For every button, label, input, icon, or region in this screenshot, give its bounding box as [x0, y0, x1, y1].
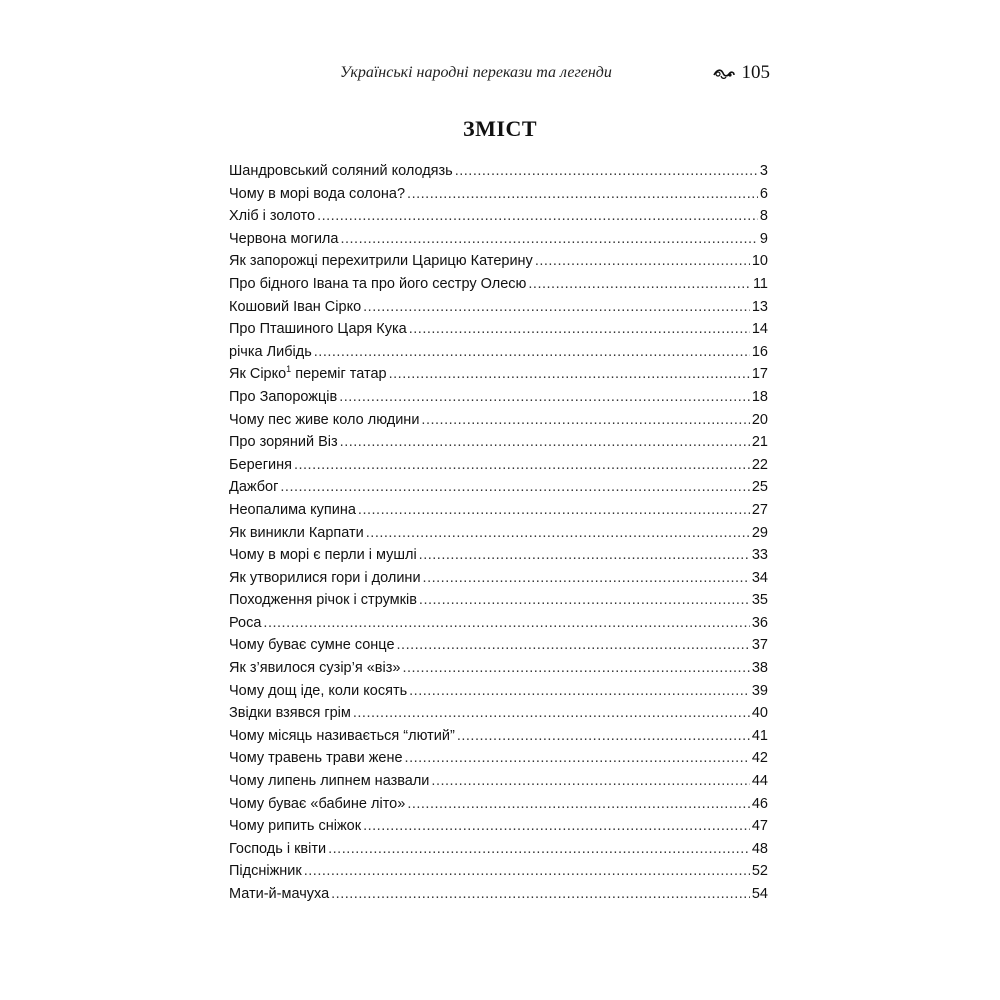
toc-entry-title-text: Чому дощ іде, коли косять [229, 682, 408, 699]
toc-entry[interactable] [229, 702, 768, 725]
dot-leader [358, 499, 750, 522]
toc-entry-title-text: Неопалима купина [229, 501, 356, 518]
dot-leader [304, 860, 750, 883]
toc-entry[interactable] [229, 205, 768, 228]
toc-entry[interactable] [229, 409, 768, 432]
toc-entry-page-number: 46 [751, 795, 768, 812]
toc-entry-page-number: 17 [751, 366, 768, 383]
toc-entry[interactable] [229, 499, 768, 522]
toc-entry-page-number: 3 [759, 163, 768, 179]
toc-entry-page-number: 44 [751, 773, 768, 790]
toc-entry-page-number: 8 [759, 208, 768, 225]
toc-entry-page-number: 52 [751, 863, 768, 880]
toc-entry-title-text: Чому місяць називається “лютий” [229, 727, 455, 744]
toc-entry-title [229, 409, 419, 432]
toc-entry-title-text: Як з’явилося сузір’я «віз» [229, 660, 401, 677]
toc-entry-title-text: Берегиня [229, 456, 292, 473]
toc-entry-title-text: Підсніжник [229, 863, 302, 880]
dot-leader [421, 409, 749, 432]
toc-entry-page-number: 27 [751, 501, 768, 518]
toc-entry-title-text: Звідки взявся грім [229, 705, 351, 722]
toc-entry-page-number: 13 [751, 298, 768, 315]
dot-leader [317, 205, 758, 228]
toc-entry-page-number: 21 [751, 434, 768, 451]
running-header [340, 60, 770, 86]
toc-entry[interactable] [229, 747, 768, 770]
toc-entry-title [229, 296, 361, 319]
toc-entry[interactable] [229, 634, 768, 657]
toc-entry[interactable] [229, 612, 768, 635]
toc-entry-page-number: 10 [751, 253, 768, 270]
toc-entry-page-number: 40 [751, 705, 768, 722]
toc-entry-title [229, 702, 351, 725]
dot-leader [397, 634, 750, 657]
toc-entry-title [229, 228, 338, 251]
toc-entry-page-number: 11 [752, 275, 768, 292]
toc-entry-title-text: Чому в морі є перли і мушлі [229, 547, 417, 564]
dot-leader [409, 680, 750, 703]
toc-entry-title-text-after: переміг татар [291, 366, 387, 383]
toc-entry-title-text: Про Запорожців [229, 388, 338, 405]
toc-entry-page-number: 36 [751, 614, 768, 631]
dot-leader [363, 296, 750, 319]
dot-leader [457, 725, 750, 748]
toc-entry-title [229, 499, 356, 522]
dot-leader [423, 567, 750, 590]
toc-entry-title [229, 838, 326, 861]
toc-entry-title-text: Про бідного Івана та про його сестру Олесю [229, 275, 527, 292]
dot-leader [328, 838, 750, 861]
toc-entry-title [229, 318, 407, 341]
toc-entry[interactable] [229, 770, 768, 793]
toc-entry-title [229, 747, 403, 770]
toc-entry-title [229, 386, 337, 409]
dot-leader [280, 476, 749, 499]
toc-entry-title-text: Чому в морі вода солона? [229, 185, 406, 202]
dot-leader [263, 612, 749, 635]
dot-leader [409, 318, 750, 341]
toc-entry-title [229, 860, 302, 883]
toc-entry-title-text: Чому липень липнем назвали [229, 773, 430, 790]
toc-entry[interactable] [229, 228, 768, 251]
toc-entry[interactable] [229, 160, 768, 183]
dot-leader [339, 386, 750, 409]
toc-entry-title [229, 183, 405, 206]
toc-entry[interactable] [229, 522, 768, 545]
toc-entry[interactable] [229, 318, 768, 341]
dot-leader [294, 454, 750, 477]
dot-leader [407, 183, 758, 206]
toc-entry-title-text: Як Сірко [229, 366, 287, 383]
toc-entry-title-text: Роса [229, 614, 262, 631]
dot-leader [419, 589, 750, 612]
toc-entry-title [229, 273, 526, 296]
toc-entry-title [229, 341, 312, 364]
toc-entry-title-text: Про Пташиного Царя Кука [229, 321, 407, 338]
toc-entry-title [229, 431, 338, 454]
toc-entry[interactable] [229, 838, 768, 861]
toc-entry-title-text: Хліб і золото [229, 208, 316, 225]
dot-leader [331, 883, 750, 906]
toc-entry-page-number: 41 [751, 727, 768, 744]
toc-entry-title-text: Як виникли Карпати [229, 524, 364, 541]
toc-entry[interactable] [229, 273, 768, 296]
toc-entry-page-number: 38 [751, 660, 768, 677]
dot-leader [431, 770, 749, 793]
dot-leader [363, 815, 750, 838]
toc-entry-title [229, 883, 329, 906]
toc-entry-title-text: Про зоряний Віз [229, 434, 338, 451]
toc-entry-page-number: 48 [751, 840, 768, 857]
dot-leader [366, 522, 750, 545]
toc-entry-page-number: 18 [751, 388, 768, 405]
dot-leader [535, 250, 750, 273]
toc-entry-title [229, 634, 395, 657]
toc-entry-page-number: 34 [751, 569, 768, 586]
toc-entry[interactable] [229, 567, 768, 590]
toc-entry-title-text: Мати-й-мачуха [229, 886, 330, 902]
toc-entry-page-number: 16 [751, 343, 768, 360]
toc-entry-title-text: Кошовий Іван Сірко [229, 298, 362, 315]
toc-entry-title [229, 544, 417, 567]
toc-entry-page-number: 37 [751, 637, 768, 654]
page-number-group [712, 62, 771, 84]
dot-leader [407, 793, 750, 816]
dot-leader [419, 544, 750, 567]
toc-entry-title-text: Шандровський соляний колодязь [229, 163, 453, 179]
toc-entry[interactable] [229, 183, 768, 206]
toc-entry-title [229, 160, 453, 183]
toc-entry-title-text: Червона могила [229, 230, 339, 247]
toc-entry[interactable] [229, 454, 768, 477]
toc-entry-title-text: Чому травень трави жене [229, 750, 403, 767]
dot-leader [528, 273, 751, 296]
toc-entry-title [229, 205, 315, 228]
toc-entry[interactable] [229, 883, 768, 906]
dot-leader [389, 363, 750, 386]
table-of-contents [229, 160, 768, 906]
toc-entry[interactable] [229, 793, 768, 816]
toc-entry-title-text: Господь і квіти [229, 840, 327, 857]
toc-entry-page-number: 29 [751, 524, 768, 541]
toc-entry-title [229, 770, 429, 793]
toc-entry[interactable] [229, 544, 768, 567]
toc-entry[interactable] [229, 341, 768, 364]
footnote-marker[interactable]: 1 [286, 364, 292, 375]
dot-leader [340, 431, 750, 454]
toc-entry-page-number: 35 [751, 592, 768, 609]
toc-entry-page-number: 39 [751, 682, 768, 699]
toc-entry-title [229, 250, 533, 273]
toc-entry-page-number: 25 [751, 479, 768, 496]
toc-entry-title-text: Чому пес живе коло людини [229, 411, 420, 428]
toc-entry-page-number: 20 [751, 411, 768, 428]
dot-leader [340, 228, 757, 251]
toc-heading: ЗМІСТ [463, 116, 537, 141]
toc-entry[interactable] [229, 657, 768, 680]
dot-leader [455, 160, 758, 183]
toc-entry-title [229, 589, 417, 612]
toc-entry[interactable] [229, 431, 768, 454]
toc-entry[interactable] [229, 250, 768, 273]
toc-entry-title-text: Дажбог [229, 479, 279, 496]
toc-entry[interactable] [229, 725, 768, 748]
toc-entry-title-text: Чому рипить сніжок [229, 818, 362, 835]
toc-entry-page-number: 42 [751, 750, 768, 767]
toc-entry[interactable] [229, 363, 768, 386]
toc-entry-page-number: 47 [751, 818, 768, 835]
dot-leader [402, 657, 749, 680]
toc-entry-title-text: Чому буває сумне сонце [229, 637, 395, 654]
dot-leader [353, 702, 750, 725]
toc-entry[interactable] [229, 476, 768, 499]
toc-entry-title-text: Як утворилися гори і долини [229, 569, 421, 586]
dot-leader [314, 341, 750, 364]
toc-entry-title [229, 725, 455, 748]
toc-entry-page-number: 22 [751, 456, 768, 473]
toc-entry-title [229, 657, 400, 680]
floral-ornament-icon [712, 66, 736, 80]
toc-entry[interactable] [229, 860, 768, 883]
toc-entry-page-number: 6 [759, 185, 768, 202]
toc-entry[interactable] [229, 815, 768, 838]
running-header-title: Українські народні перекази та легенди [340, 64, 612, 81]
dot-leader [405, 747, 750, 770]
toc-entry[interactable] [229, 296, 768, 319]
toc-entry-title [229, 612, 261, 635]
toc-entry[interactable] [229, 589, 768, 612]
toc-entry-title [229, 454, 292, 477]
toc-entry-title [229, 793, 405, 816]
toc-entry-page-number: 54 [751, 886, 768, 902]
toc-entry-page-number: 14 [751, 321, 768, 338]
toc-entry-page-number: 33 [751, 547, 768, 564]
page-number: 105 [741, 62, 770, 83]
toc-entry-title-text: Чому буває «бабине літо» [229, 795, 406, 812]
toc-entry-page-number: 9 [759, 230, 768, 247]
toc-entry-title [229, 815, 361, 838]
toc-entry-title-text: Як запорожці перехитрили Царицю Катерину [229, 253, 533, 270]
toc-entry-title [229, 567, 421, 590]
toc-entry-title [229, 476, 278, 499]
toc-entry-title [229, 522, 364, 545]
toc-entry-title-text: Походження річок і струмків [229, 592, 417, 609]
toc-entry[interactable] [229, 680, 768, 703]
toc-entry-title [229, 363, 387, 386]
toc-entry-title [229, 680, 407, 703]
toc-entry-title-text: річка Либідь [229, 343, 312, 360]
toc-entry[interactable] [229, 386, 768, 409]
